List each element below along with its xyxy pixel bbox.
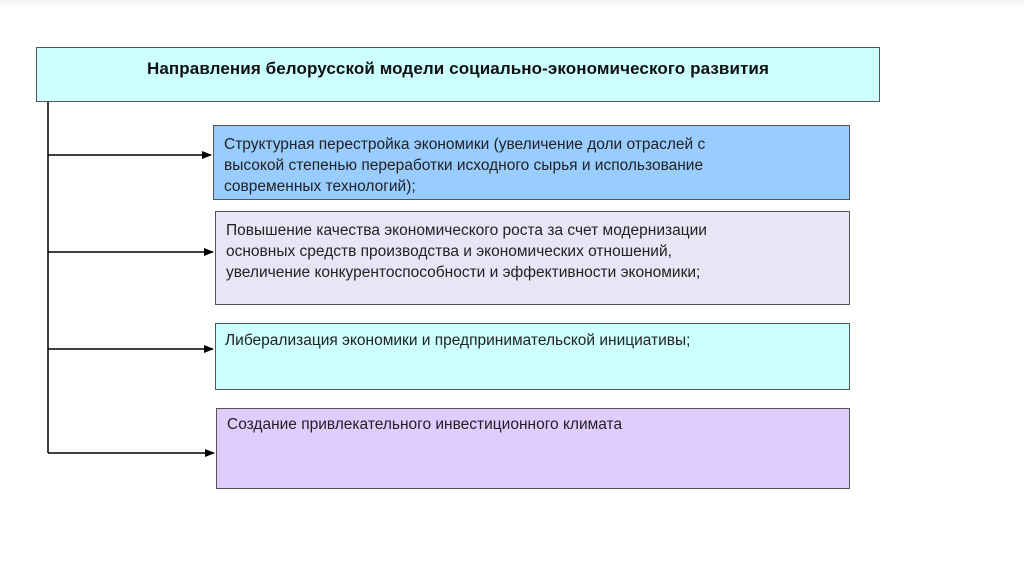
item-box-investment-climate (216, 408, 850, 489)
item-text: Либерализация экономики и предпринимательской инициативы; (225, 332, 691, 349)
slide-top-shading (0, 0, 1024, 8)
item-box-structural-restructuring (213, 125, 850, 200)
title-box (36, 47, 880, 102)
item-text: Структурная перестройка экономики (увеличение доли отраслей с высокой степенью переработки исходного сырья и использование современных технологий); (224, 136, 706, 195)
item-box-growth-quality (215, 211, 850, 305)
item-text: Повышение качества экономического роста за счет модернизации основных средств производства и экономических отношений, увеличение конкурентоспособности и эффективности экономики; (226, 222, 707, 281)
item-text: Создание привлекательного инвестиционного климата (227, 416, 623, 433)
diagram-title: Направления белорусской модели социально-экономического развития (147, 59, 769, 78)
item-box-liberalization (215, 323, 850, 390)
